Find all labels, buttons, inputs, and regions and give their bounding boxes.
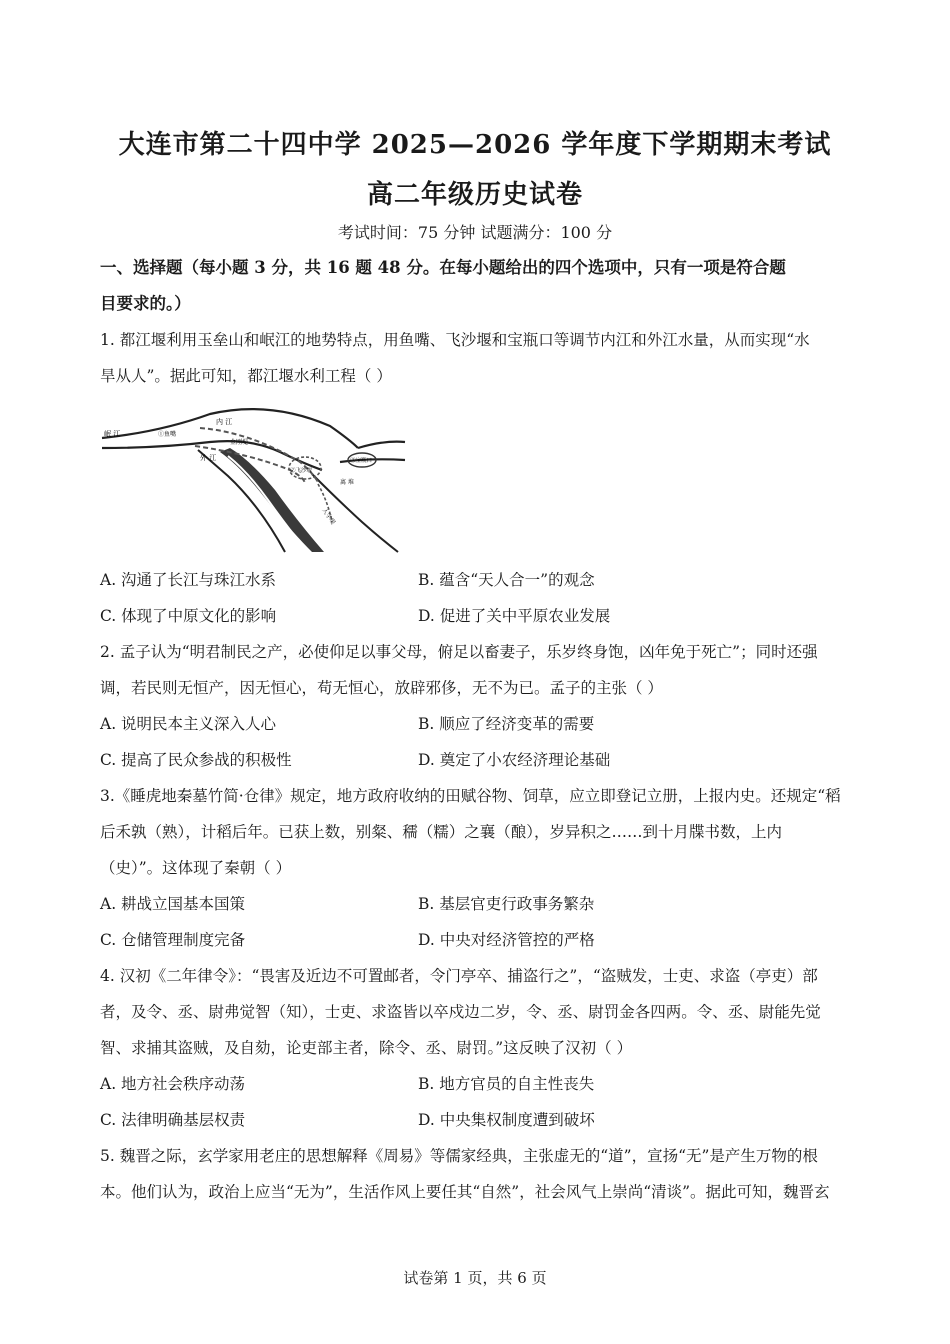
question-line: 者，及令、丞、尉弗觉智（知），士吏、求盗皆以卒戍边二岁，令、丞、尉罚金各四两。令、丞、尉能先觉	[100, 1003, 821, 1021]
exam-title: 大连市第二十四中学 2025—2026 学年度下学期期末考试	[118, 130, 832, 160]
section-heading-line: 目要求的。）	[100, 294, 191, 313]
map-label-fish-mouth: ①鱼嘴	[158, 431, 177, 438]
question-line: 调，若民则无恒产，因无恒心，苟无恒心，放辟邪侈，无不为已。孟子的主张（ ）	[100, 679, 663, 697]
question-1-option-d[interactable]: D. 促进了关中平原农业发展	[418, 607, 611, 625]
question-2-stem	[100, 634, 852, 706]
question-4-stem	[100, 958, 852, 1066]
question-4-option-d[interactable]: D. 中央集权制度遭到破坏	[418, 1111, 595, 1129]
page-footer: 试卷第 1 页，共 6 页	[403, 1269, 547, 1287]
question-3-option-d[interactable]: D. 中央对经济管控的严格	[418, 931, 595, 949]
question-line: 3.《睡虎地秦墓竹简·仓律》规定，地方政府收纳的田赋谷物、饲草，应立即登记立册，上报内史。还规定“稻	[100, 787, 841, 805]
exam-meta: 考试时间：75 分钟 试题满分：100 分	[337, 223, 613, 242]
question-1-option-a[interactable]: A. 沟通了长江与珠江水系	[100, 571, 277, 589]
question-line: 本。他们认为，政治上应当“无为”，生活作风上要任其“自然”，社会风气上崇尚“清谈”。据此可知，魏晋玄	[100, 1183, 830, 1201]
question-line: 旱从人”。据此可知，都江堰水利工程（ ）	[100, 367, 392, 385]
map-label-golden-dike: 金刚堤	[230, 439, 249, 446]
question-3-option-b[interactable]: B. 基层官吏行政事务繁杂	[418, 895, 595, 913]
question-3-option-c[interactable]: C. 仓储管理制度完备	[100, 931, 246, 949]
map-label-bottle-neck: ③宝瓶口	[350, 458, 373, 464]
question-line: 智、求捕其盗贼，及自劾，论吏部主者，除令、丞、尉罚。”这反映了汉初（ ）	[100, 1039, 633, 1057]
map-label-outer-river: 外 江	[200, 454, 217, 462]
question-2-option-b[interactable]: B. 顺应了经济变革的需要	[418, 715, 595, 733]
question-1-stem	[100, 322, 852, 394]
map-label-farmland: 人字堤	[320, 507, 337, 526]
question-line: 5. 魏晋之际，玄学家用老庄的思想解释《周易》等儒家经典，主张虚无的“道”，宣扬“无”是产生万物的根	[100, 1147, 818, 1165]
question-1-option-b[interactable]: B. 蕴含“天人合一”的观念	[418, 571, 595, 589]
section-heading-line: 一、选择题（每小题 3 分，共 16 题 48 分。在每小题给出的四个选项中，只有一项是符合题	[100, 258, 786, 277]
question-line: 4. 汉初《二年律令》：“畏害及近边不可置邮者，令门亭卒、捕盗行之”，“盗贼发，士吏、求盗（亭吏）部	[100, 967, 818, 985]
question-5-stem	[100, 1138, 852, 1210]
question-4-option-c[interactable]: C. 法律明确基层权责	[100, 1111, 246, 1129]
map-label-min-river: 岷 江	[104, 430, 121, 438]
question-3-option-a[interactable]: A. 耕战立国基本国策	[100, 895, 246, 913]
question-line: 2. 孟子认为“明君制民之产，必使仰足以事父母，俯足以畜妻子，乐岁终身饱，凶年免于死亡”；同时还强	[100, 643, 818, 661]
question-2-option-c[interactable]: C. 提高了民众参战的积极性	[100, 751, 292, 769]
section-heading	[100, 250, 852, 322]
question-3-stem	[100, 778, 852, 886]
exam-subtitle: 高二年级历史试卷	[366, 180, 583, 210]
dujiangyan-map	[100, 402, 408, 554]
question-2-option-a[interactable]: A. 说明民本主义深入人心	[100, 715, 277, 733]
question-line: 后禾孰（熟），计稻后年。已获上数，别粲、穤（糯）之襄（酿），岁异积之……到十月牒书数，上内	[100, 823, 783, 841]
map-label-li-dui: 离 堆	[340, 479, 354, 486]
map-label-inner-river: 内 江	[216, 418, 233, 426]
question-4-option-a[interactable]: A. 地方社会秩序动荡	[100, 1075, 246, 1093]
question-2-option-d[interactable]: D. 奠定了小农经济理论基础	[418, 751, 611, 769]
question-line: （史）”。这体现了秦朝（ ）	[100, 859, 292, 877]
map-label-flying-sand: ②飞沙堰	[290, 468, 313, 474]
question-1-option-c[interactable]: C. 体现了中原文化的影响	[100, 607, 277, 625]
question-4-option-b[interactable]: B. 地方官员的自主性丧失	[418, 1075, 595, 1093]
question-line: 1. 都江堰利用玉垒山和岷江的地势特点，用鱼嘴、飞沙堰和宝瓶口等调节内江和外江水量，从而实现“水	[100, 331, 810, 349]
